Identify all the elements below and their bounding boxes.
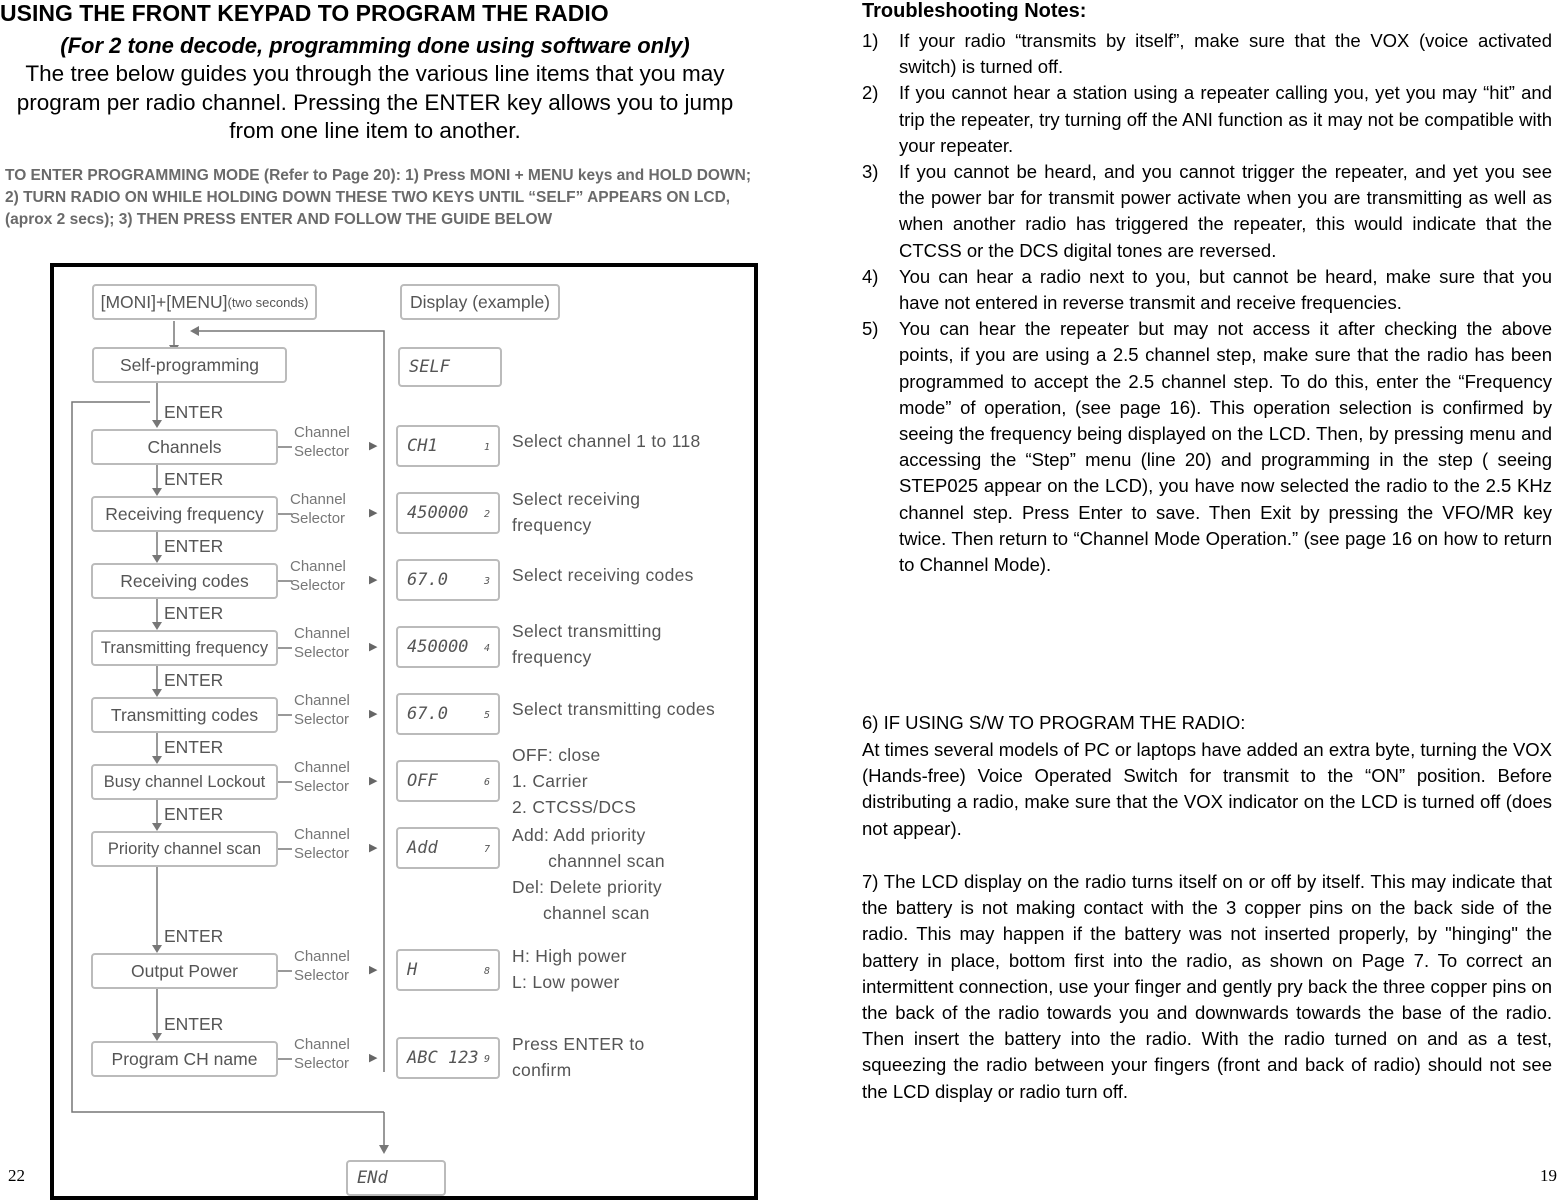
note-text: If you cannot hear a station using a repeater calling you, yet you may “hit” and trip the repeater, try turning off the ANI function as it may not be compatible with your repeater.	[899, 82, 1552, 156]
arrow-right-icon: ▶	[369, 574, 378, 586]
lcd-display-example	[396, 949, 500, 991]
selector-line-2: Selector	[290, 510, 346, 527]
selector-line-2: Selector	[294, 1055, 350, 1072]
enter-label: ENTER	[164, 402, 224, 422]
diagram-item-box: Receiving frequency	[91, 496, 278, 532]
selector-line-1: Channel	[294, 948, 350, 965]
selector-line-1: Channel	[294, 625, 350, 642]
diagram-item-box: Transmitting codes	[91, 697, 278, 733]
note-6-title: 6) IF USING S/W TO PROGRAM THE RADIO:	[862, 712, 1246, 733]
enter-label: ENTER	[164, 536, 224, 556]
note-number: 3)	[862, 161, 879, 183]
lcd-line-number: 9	[483, 1054, 490, 1065]
selector-line-2: Selector	[294, 845, 350, 862]
lcd-display-example	[396, 760, 500, 802]
flow-arrowhead	[152, 823, 162, 831]
item-description: Select transmitting codes	[512, 699, 716, 719]
flow-arrowhead	[152, 1033, 162, 1041]
programming-mode-instructions: TO ENTER PROGRAMMING MODE (Refer to Page 20): 1) Press MONI + MENU keys and HOLD DOWN; 2) TURN RADIO ON WHILE HOLDING DOWN THESE TWO KEYS UNTIL “SELF” APPEARS ON LCD, (aprox 2 secs); 3) THEN PRESS ENTER AND FOLLOW THE GUIDE BELOW	[5, 167, 751, 228]
lcd-line-number: 3	[483, 576, 490, 587]
intro-text: The tree below guides you through the various line items that you may program per radio channel. Pressing the ENTER key allows you to jump from one line item to another.	[16, 61, 734, 143]
flow-arrowhead	[152, 555, 162, 563]
page-title: USING THE FRONT KEYPAD TO PROGRAM THE RADIO	[0, 0, 609, 26]
note-number: 4)	[862, 265, 879, 287]
self-programming-box: Self-programming	[92, 347, 287, 383]
item-description: Select receiving frequency	[512, 489, 641, 535]
arrow-right-icon: ▶	[369, 775, 378, 787]
troubleshooting-notes-list	[862, 28, 1552, 578]
arrow-right-icon: ▶	[369, 708, 378, 720]
note-7-text: 7) The LCD display on the radio turns itself on or off by itself. This may indicate that the battery is not making contact with the 3 copper pins on the back side of the radio. This may happen if the battery was not inserted properly, by "hinging" the battery in place, bottom first into the radio, as shown on Page 7. To correct an intermittent connection, use your finger and gently pry back the three copper pins on the back of the radio towards you and downwards towards the base of the radio. Then insert the battery into the radio. With the radio turned on and as a test, squeezing the radio between your fingers (front and back of radio) should not see the LCD display or radio turn off.	[862, 871, 1552, 1102]
enter-label: ENTER	[164, 737, 224, 757]
flow-arrowhead	[152, 945, 162, 953]
arrow-right-icon: ▶	[369, 842, 378, 854]
selector-line-1: Channel	[290, 558, 346, 575]
lcd-text: H	[407, 960, 418, 980]
channel-selector-label	[294, 624, 364, 662]
selector-line-2: Selector	[294, 711, 350, 728]
lcd-display-example	[396, 492, 500, 534]
diagram-item-box: Channels	[91, 429, 278, 465]
diagram-item-box: Output Power	[91, 953, 278, 989]
selector-line-2: Selector	[294, 644, 350, 661]
diagram-item-box: Transmitting frequency	[91, 630, 278, 666]
arrow-right-icon: ▶	[369, 507, 378, 519]
note-6-text: At times several models of PC or laptops have added an extra byte, turning the VOX (Hands-free) Voice Operated Switch for transmit to the “ON” position. Before distributing a radio, make sure that the VOX indicator on the LCD is turned off (does not appear).	[862, 739, 1553, 839]
lcd-line-number: 8	[483, 966, 490, 977]
item-description: OFF: close 1. Carrier 2. CTCSS/DCS	[512, 745, 637, 817]
lcd-line-number: 1	[483, 442, 490, 453]
lcd-display-example	[396, 626, 500, 668]
diagram-item-box: Busy channel Lockout	[91, 764, 278, 800]
enter-label: ENTER	[164, 603, 224, 623]
troubleshooting-note	[862, 80, 1552, 159]
item-description: Select receiving codes	[512, 565, 694, 585]
channel-selector-label	[294, 691, 364, 729]
lcd-line-number: 7	[483, 844, 490, 855]
page-number-right: 19	[1540, 1166, 1557, 1185]
troubleshooting-note	[862, 159, 1552, 264]
arrow-right-icon: ▶	[369, 964, 378, 976]
lcd-text: 450000	[407, 637, 469, 657]
lcd-display-example	[396, 1037, 500, 1079]
note-text: If your radio “transmits by itself”, make sure that the VOX (voice activated switch) is turned off.	[899, 30, 1552, 78]
channel-selector-label	[294, 1035, 364, 1073]
note-text: If you cannot be heard, and you cannot trigger the repeater, and yet you see the power bar for transmit power activate when you are transmitting as well as when another radio has triggered the repeater, this would indicate that the CTCSS or the DCS digital tones are reversed.	[899, 161, 1552, 261]
enter-label: ENTER	[164, 1014, 224, 1034]
lcd-line-number: 5	[483, 710, 490, 721]
item-description: Add: Add priority channnel scan Del: Delete priority channel scan	[512, 825, 665, 923]
channel-selector-label	[294, 423, 364, 461]
enter-label: ENTER	[164, 926, 224, 946]
note-number: 2)	[862, 82, 879, 104]
lcd-self: SELF	[398, 347, 502, 387]
moni-menu-start-box	[92, 284, 317, 320]
selector-line-1: Channel	[294, 1036, 350, 1053]
channel-selector-label	[294, 825, 364, 863]
lcd-text: CH1	[407, 436, 438, 456]
lcd-display-example	[396, 559, 500, 601]
lcd-display-example	[396, 693, 500, 735]
selector-line-2: Selector	[294, 778, 350, 795]
channel-selector-label	[290, 557, 360, 595]
lcd-text: 67.0	[407, 704, 448, 724]
enter-label: ENTER	[164, 469, 224, 489]
item-description: Press ENTER to confirm	[512, 1034, 645, 1080]
lcd-line-number: 6	[483, 777, 490, 788]
lcd-text: OFF	[407, 771, 438, 791]
enter-label: ENTER	[164, 670, 224, 690]
display-example-header: Display (example)	[400, 284, 560, 320]
channel-selector-label	[294, 947, 364, 985]
troubleshooting-note	[862, 316, 1552, 578]
troubleshooting-heading: Troubleshooting Notes:	[862, 0, 1087, 22]
selector-line-1: Channel	[294, 759, 350, 776]
selector-line-1: Channel	[290, 491, 346, 508]
page-number-left: 22	[8, 1166, 25, 1185]
channel-selector-label	[294, 758, 364, 796]
start-box-label: [MONI]+[MENU]	[100, 291, 228, 312]
flow-arrowhead	[152, 622, 162, 630]
troubleshooting-note	[862, 264, 1552, 316]
lcd-text: ABC 123	[407, 1048, 479, 1068]
lcd-text: 450000	[407, 503, 469, 523]
lcd-end: ENd	[346, 1160, 446, 1196]
note-number: 5)	[862, 318, 879, 340]
lcd-text: 67.0	[407, 570, 448, 590]
start-box-note: (two seconds)	[227, 294, 309, 310]
lcd-line-number: 4	[483, 643, 490, 654]
note-text: You can hear the repeater but may not access it after checking the above points, if you are using a 2.5 channel step, make sure that the radio has been programmed to accept the 2.5 channel step. To do this, enter the “Frequency mode” of operation, (see page 16). This operation selection is confirmed by seeing the frequency being displayed on the LCD. Then, by pressing menu and accessing the “Step” menu (line 20) and programming in the step ( seeing STEP025 appear on the LCD), you have now selected the radio to the 2.5 KHz channel step. Press Enter to save. Then Exit by pressing the VFO/MR key twice. Then return to “Channel Mode Operation.” (see page 16 on how to return to Channel Mode).	[899, 318, 1552, 576]
programming-flow-diagram	[50, 263, 758, 1200]
selector-line-2: Selector	[290, 577, 346, 594]
flow-arrowhead	[152, 756, 162, 764]
selector-line-1: Channel	[294, 424, 350, 441]
selector-line-1: Channel	[294, 692, 350, 709]
lcd-display-example	[396, 425, 500, 467]
arrow-right-icon: ▶	[369, 1052, 378, 1064]
arrow-right-icon: ▶	[369, 440, 378, 452]
flow-arrowhead	[152, 488, 162, 496]
lcd-text: Add	[407, 838, 438, 858]
item-description: H: High power L: Low power	[512, 946, 627, 992]
flow-arrowhead	[152, 689, 162, 697]
page-subtitle: (For 2 tone decode, programming done using software only)	[60, 33, 690, 58]
note-text: You can hear a radio next to you, but cannot be heard, make sure that you have not entered in reverse transmit and receive frequencies.	[899, 265, 1552, 314]
lcd-display-example	[396, 827, 500, 869]
troubleshooting-note	[862, 28, 1552, 80]
enter-label: ENTER	[164, 804, 224, 824]
item-description: Select transmitting frequency	[512, 621, 662, 667]
item-description: Select channel 1 to 118	[512, 431, 701, 451]
note-number: 1)	[862, 30, 879, 51]
diagram-item-box: Program CH name	[91, 1041, 278, 1077]
lcd-line-number: 2	[483, 509, 490, 520]
selector-line-1: Channel	[294, 826, 350, 843]
channel-selector-label	[290, 490, 360, 528]
diagram-item-box: Receiving codes	[91, 563, 278, 599]
diagram-item-box: Priority channel scan	[91, 831, 278, 867]
selector-line-2: Selector	[294, 967, 350, 984]
selector-line-2: Selector	[294, 443, 350, 460]
arrow-right-icon: ▶	[369, 641, 378, 653]
